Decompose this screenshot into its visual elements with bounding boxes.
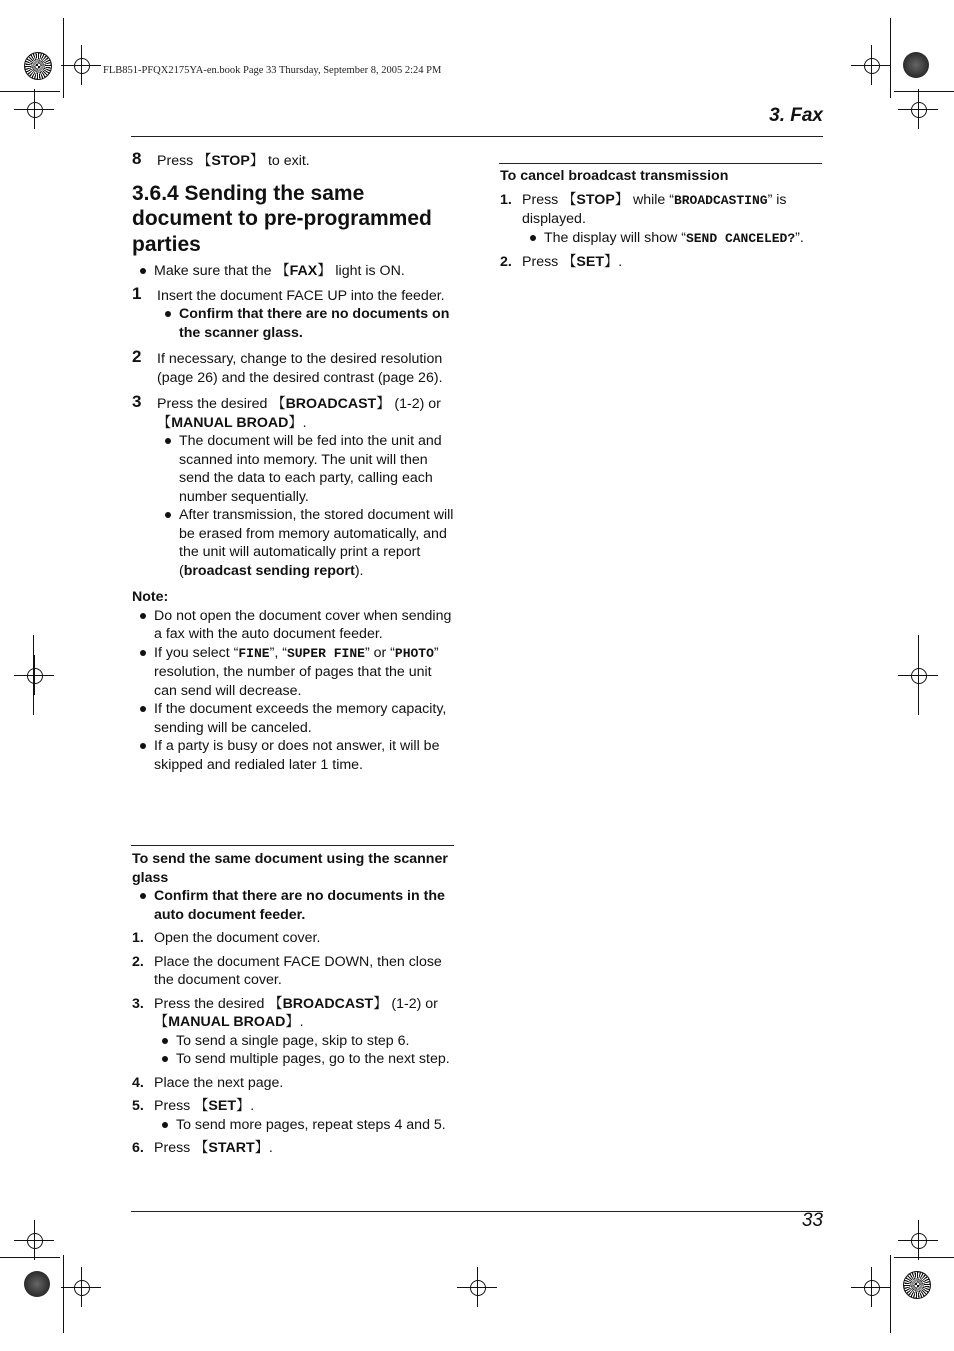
- broadcast-key: 【 BROADCAST 】: [268, 996, 387, 1012]
- glass-bullet: Confirm that there are no documents in the auto document feeder.: [132, 887, 457, 924]
- registration-crosshair-icon: [851, 45, 891, 85]
- trim-line: [894, 91, 954, 92]
- registration-crosshair-icon: [14, 1220, 54, 1260]
- registration-dot-icon: [903, 52, 929, 78]
- registration-crosshair-icon: [898, 1220, 938, 1260]
- registration-star-icon: [24, 52, 52, 80]
- trim-line: [33, 635, 34, 715]
- step-bullet: The display will show “SEND CANCELED?”.: [522, 229, 822, 249]
- fax-key: 【 FAX 】: [275, 263, 331, 279]
- step-2: 2 If necessary, change to the desired resolution (page 26) and the desired contrast (page 26).: [132, 347, 443, 386]
- step-number: 2: [132, 347, 142, 366]
- glass-step-6: 6. Press 【 START 】 .: [132, 1139, 457, 1158]
- right-column: [500, 167, 822, 277]
- registration-crosshair-icon: [61, 45, 101, 85]
- trim-line: [0, 1257, 60, 1258]
- registration-crosshair-icon: [457, 1267, 497, 1307]
- glass-step-4: 4. Place the next page.: [132, 1074, 284, 1091]
- step-bullet: To send a single page, skip to step 6.: [154, 1032, 457, 1051]
- cancel-step-2: 2. Press 【 SET 】 .: [500, 253, 822, 272]
- set-key: 【 SET 】: [194, 1098, 250, 1114]
- step-bullet: Confirm that there are no documents on the scanner glass.: [157, 305, 457, 342]
- stop-key: 【 STOP 】: [562, 192, 629, 208]
- manual-broad-key: 【 MANUAL BROAD 】: [154, 1014, 300, 1030]
- step-8: 8 Press 【 STOP 】 to exit.: [132, 152, 457, 171]
- broadcast-key: 【 BROADCAST 】: [271, 396, 390, 412]
- trim-line: [894, 1257, 954, 1258]
- subsection-title: To cancel broadcast transmission: [500, 168, 729, 184]
- glass-step-2: 2. Place the document FACE DOWN, then close the document cover.: [132, 953, 442, 988]
- registration-dot-icon: [24, 1271, 50, 1297]
- section-heading: 3.6.4 Sending the same document to pre-programmed parties: [132, 181, 432, 256]
- step-number: 1: [132, 283, 142, 303]
- footer-rule: [131, 1211, 823, 1212]
- note-title: Note:: [132, 589, 169, 605]
- page-number: 33: [801, 1210, 823, 1231]
- step-bullet: The document will be fed into the unit and scanned into memory. The unit will then send the data to each party, calling each number sequentially.: [157, 432, 457, 506]
- note-bullet: Do not open the document cover when sending a fax with the auto document feeder.: [132, 607, 457, 644]
- note-bullet: If the document exceeds the memory capacity, sending will be canceled.: [132, 700, 457, 737]
- chapter-title: 3. Fax: [769, 105, 823, 126]
- stop-key: 【 STOP 】: [197, 153, 264, 169]
- step-1: 1 Insert the document FACE UP into the feeder. Confirm that there are no documents on the scanner glass.: [132, 287, 457, 343]
- scanner-glass-section: [132, 850, 457, 1163]
- registration-crosshair-icon: [61, 1267, 101, 1307]
- step-bullet: After transmission, the stored document will be erased from memory automatically, and the unit will automatically print a report (broadcast sending report).: [157, 506, 457, 580]
- note-bullet: If a party is busy or does not answer, it will be skipped and redialed later 1 time.: [132, 737, 457, 774]
- subsection-title: To send the same document using the scanner glass: [132, 851, 448, 886]
- trim-line: [918, 635, 919, 715]
- registration-crosshair-icon: [14, 89, 54, 129]
- section-rule: [131, 845, 454, 846]
- trim-line: [890, 18, 891, 98]
- left-column: [132, 149, 457, 774]
- registration-star-icon: [903, 1271, 931, 1299]
- step-number: 8: [132, 149, 142, 168]
- glass-step-5: 5. Press 【 SET 】 . To send more pages, repeat steps 4 and 5.: [132, 1097, 457, 1134]
- registration-crosshair-icon: [851, 1267, 891, 1307]
- trim-line: [63, 1255, 64, 1333]
- right-section-rule: [499, 163, 822, 164]
- note-bullet: If you select “FINE”, “SUPER FINE” or “PHOTO” resolution, the number of pages that the unit can send will decrease.: [132, 644, 457, 701]
- book-info-line: FLB851-PFQX2175YA-en.book Page 33 Thursday, September 8, 2005 2:24 PM: [103, 65, 442, 76]
- header-rule: [131, 136, 823, 137]
- set-key: 【 SET 】: [562, 254, 618, 270]
- step-number: 3: [132, 392, 142, 411]
- trim-line: [890, 1255, 891, 1333]
- trim-line: [63, 18, 64, 98]
- cancel-step-1: 1. Press 【 STOP 】 while “BROADCASTING” is displayed. The display will show “SEND CANCELED?”.: [500, 191, 822, 249]
- step-3: 3 Press the desired 【 BROADCAST 】 (1-2) or 【 MANUAL BROAD 】 . The document will be fed into the unit and scanned into memory. The unit will then send the data to each party, calling each number sequentially. After transmission, the stored document will be erased from memory automatically, and the unit will automatically print a report (broadcast sending report).: [132, 395, 457, 580]
- glass-step-1: 1. Open the document cover.: [132, 930, 321, 946]
- registration-crosshair-icon: [898, 89, 938, 129]
- trim-line: [0, 91, 60, 92]
- registration-crosshair-icon: [14, 655, 54, 695]
- glass-step-3: 3. Press the desired 【 BROADCAST 】 (1-2) or 【 MANUAL BROAD 】 . To send a single page, skip to step 6. To send multiple pages, go to the next step.: [132, 995, 457, 1069]
- prereq-bullet: Make sure that the 【 FAX 】 light is ON.: [132, 262, 457, 281]
- start-key: 【 START 】: [194, 1140, 269, 1156]
- step-bullet: To send multiple pages, go to the next step.: [154, 1050, 457, 1069]
- step-bullet: To send more pages, repeat steps 4 and 5.: [154, 1116, 457, 1135]
- manual-broad-key: 【 MANUAL BROAD 】: [157, 415, 303, 431]
